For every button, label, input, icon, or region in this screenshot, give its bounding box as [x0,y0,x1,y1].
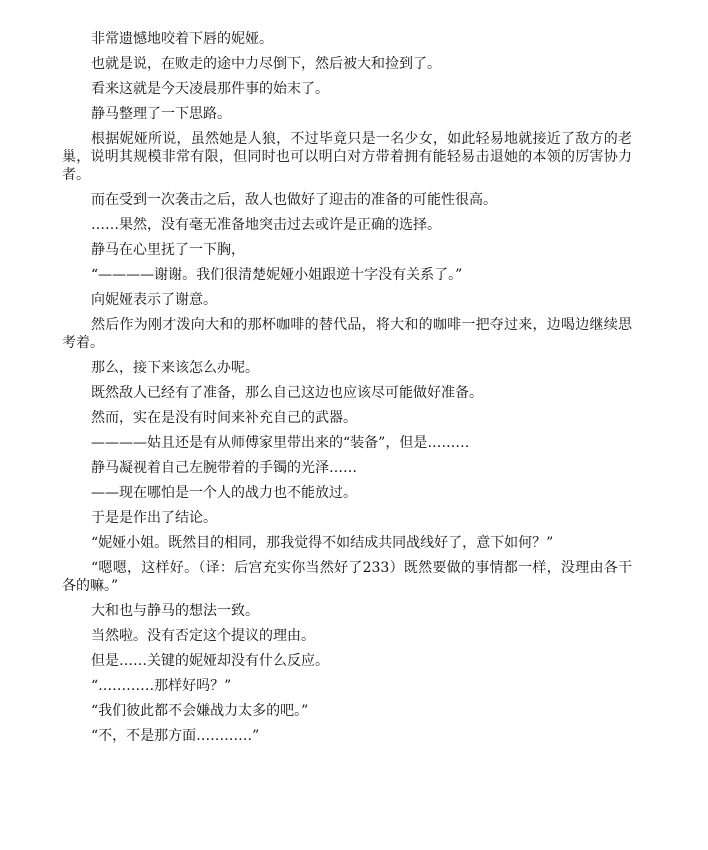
paragraph: “…………那样好吗？” [91,678,232,694]
paragraph: 于是是作出了结论。 [91,510,217,526]
paragraph: 静马整理了一下思路。 [91,106,231,122]
paragraph: 大和也与静马的想法一致。 [91,603,259,619]
paragraph: 静马凝视着自己左腕带着的手镯的光泽…… [91,460,357,476]
paragraph: “————谢谢。我们很清楚妮娅小姐跟逆十字没有关系了。” [91,267,463,283]
paragraph: ……果然，没有毫无准备地突击过去或许是正确的选择。 [91,217,441,233]
paragraph: 然后作为刚才泼向大和的那杯咖啡的替代品，将大和的咖啡一把夺过来，边喝边继续思考着。 [62,317,632,351]
paragraph: 但是……关键的妮娅却没有什么反应。 [91,653,329,669]
paragraph: “不，不是那方面…………” [91,728,260,744]
paragraph: “我们彼此都不会嫌战力太多的吧。” [91,703,309,719]
paragraph: 当然啦。没有否定这个提议的理由。 [91,628,315,644]
paragraph: 那么，接下来该怎么办呢。 [91,360,259,376]
paragraph: 而在受到一次袭击之后，敌人也做好了迎击的准备的可能性很高。 [91,192,497,208]
paragraph: 静马在心里抚了一下胸， [91,242,245,258]
document-body [62,30,632,752]
paragraph: ——现在哪怕是一个人的战力也不能放过。 [91,485,357,501]
paragraph: 根据妮娅所说，虽然她是人狼，不过毕竟只是一名少女，如此轻易地就接近了敌方的老巢，说明其规模非常有限，但同时也可以明白对方带着拥有能轻易击退她的本领的厉害协力者。 [62,131,632,183]
paragraph: 非常遗憾地咬着下唇的妮娅。 [91,31,273,47]
paragraph: “嗯嗯，这样好。（译：后宫充实你当然好了233）既然要做的事情都一样，没理由各干各的嘛。” [62,560,632,594]
paragraph: 也就是说，在败走的途中力尽倒下，然后被大和捡到了。 [91,56,441,72]
paragraph: ————姑且还是有从师傅家里带出来的“装备”，但是……… [91,435,470,451]
paragraph: 向妮娅表示了谢意。 [91,292,217,308]
paragraph: 既然敌人已经有了准备，那么自己这边也应该尽可能做好准备。 [91,385,483,401]
paragraph: 然而，实在是没有时间来补充自己的武器。 [91,410,357,426]
paragraph: 看来这就是今天凌晨那件事的始末了。 [91,81,329,97]
paragraph: “妮娅小姐。既然目的相同，那我觉得不如结成共同战线好了，意下如何？” [91,535,554,551]
